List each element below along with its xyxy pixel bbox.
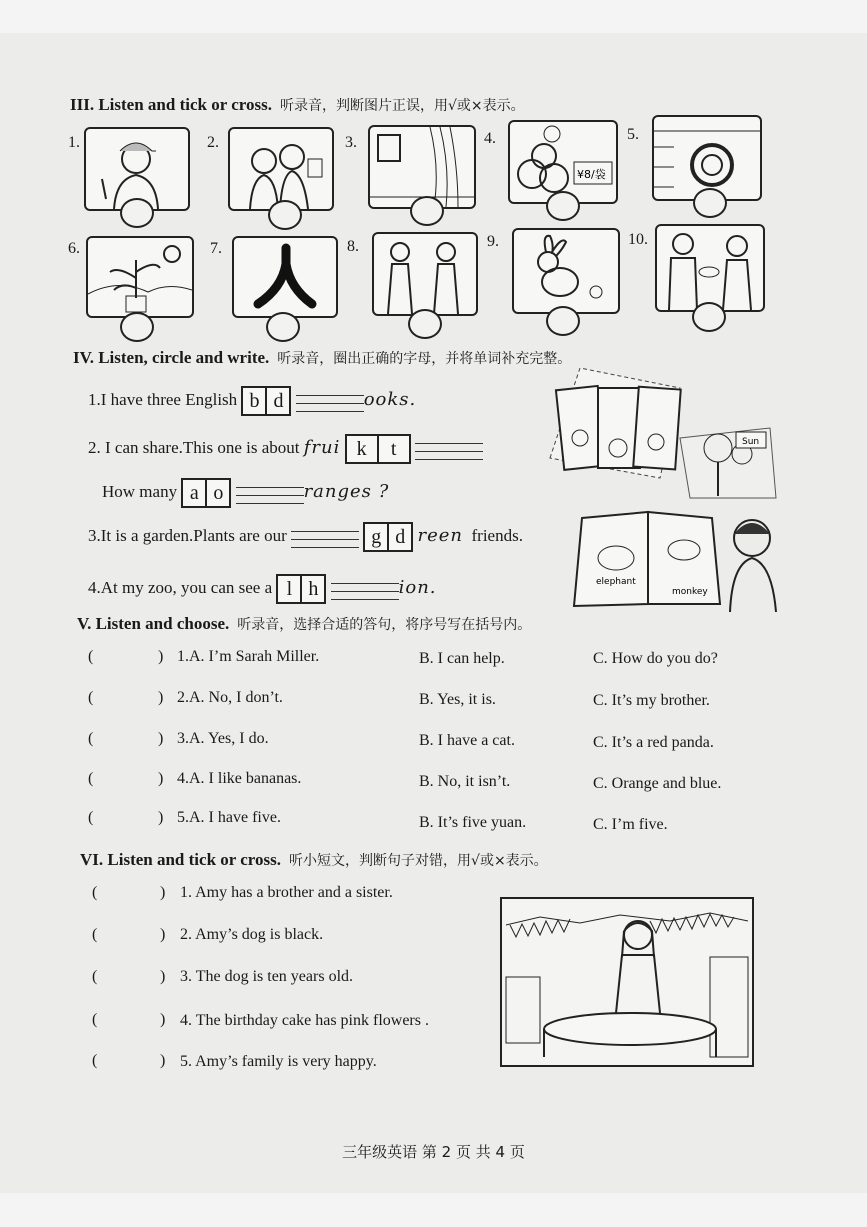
option-a: 1.A. I’m Sarah Miller. [177, 648, 320, 665]
option-b: B. I have a cat. [419, 732, 515, 749]
picture-character-ren [232, 236, 338, 318]
item-number: 10. [628, 231, 648, 248]
option-a: 5.A. I have five. [177, 809, 281, 826]
statement: 1. Amy has a brother and a sister. [180, 884, 393, 901]
picture-two-children [228, 127, 334, 211]
write-lines[interactable] [331, 577, 399, 601]
book-label-monkey: monkey [672, 587, 708, 597]
picture-plant-sun [86, 236, 194, 318]
letter-option[interactable]: b [241, 386, 267, 416]
item-number: 2. [207, 134, 219, 151]
page-footer: 三年级英语 第 2 页 共 4 页 [342, 1143, 525, 1161]
picture-man-girl [655, 224, 765, 312]
item-number: 3. [345, 134, 357, 151]
statement: 2. Amy’s dog is black. [180, 926, 324, 943]
statement: 4. The birthday cake has pink flowers . [180, 1012, 429, 1029]
book-label-elephant: elephant [596, 577, 636, 587]
option-a: 3.A. Yes, I do. [177, 730, 269, 747]
answer-circle[interactable] [120, 312, 154, 342]
answer-circle[interactable] [692, 302, 726, 332]
option-a: 2.A. No, I don’t. [177, 689, 283, 706]
answer-circle[interactable] [546, 191, 580, 221]
option-b: B. Yes, it is. [419, 691, 496, 708]
fruit-cards-garden-illustration [540, 368, 780, 508]
item-number: 4. [484, 130, 496, 147]
option-b: B. No, it isn’t. [419, 773, 511, 790]
write-lines[interactable] [236, 481, 304, 505]
statement: 5. Amy’s family is very happy. [180, 1053, 377, 1070]
option-c: C. I’m five. [593, 816, 668, 833]
item-number: 8. [347, 238, 359, 255]
option-c: C. It’s a red panda. [593, 734, 714, 751]
book-girl-illustration [572, 508, 788, 612]
sun-label: Sun [742, 437, 760, 447]
price-tag: ¥8/袋 [577, 168, 606, 181]
letter-option[interactable]: h [300, 574, 326, 604]
section-6-title: VI. Listen and tick or cross. 听小短文，判断句子对错，用√或×表示。 [80, 850, 548, 869]
letter-option[interactable]: d [387, 522, 413, 552]
letter-option[interactable]: k [345, 434, 379, 464]
letter-option[interactable]: l [276, 574, 302, 604]
section-5-title: V. Listen and choose. 听录音，选择合适的答句，将序号写在括号内。 [77, 614, 532, 633]
item-number: 6. [68, 240, 80, 257]
option-a: 4.A. I like bananas. [177, 770, 302, 787]
option-c: C. How do you do? [593, 650, 718, 667]
item-number: 9. [487, 233, 499, 250]
item-number: 5. [627, 126, 639, 143]
option-b: B. I can help. [419, 650, 505, 667]
letter-option[interactable]: o [205, 478, 231, 508]
letter-option[interactable]: g [363, 522, 389, 552]
answer-circle[interactable] [266, 312, 300, 342]
answer-circle[interactable] [408, 309, 442, 339]
letter-option[interactable]: a [181, 478, 207, 508]
sec4-q4: 4.At my zoo, you can see a l h ion. [88, 574, 437, 604]
answer-circle[interactable] [546, 306, 580, 336]
letter-option[interactable]: d [265, 386, 291, 416]
picture-two-boys [372, 232, 478, 316]
sec4-q2b: How many a o ranges ? [102, 478, 389, 508]
option-c: C. It’s my brother. [593, 692, 710, 709]
picture-rabbit [512, 228, 620, 314]
letter-option[interactable]: t [377, 434, 411, 464]
option-c: C. Orange and blue. [593, 775, 722, 792]
write-lines[interactable] [291, 525, 359, 549]
answer-circle[interactable] [693, 188, 727, 218]
section-4-title: IV. Listen, circle and write. 听录音，圈出正确的字母，并将单词补充完整。 [73, 348, 572, 367]
answer-circle[interactable] [410, 196, 444, 226]
birthday-party-picture [500, 897, 754, 1067]
sec4-q2: 2. I can share.This one is about frui k t [88, 434, 483, 464]
write-lines[interactable] [415, 437, 483, 461]
item-number: 7. [210, 240, 222, 257]
statement: 3. The dog is ten years old. [180, 968, 354, 985]
section-3-title: III. Listen and tick or cross. 听录音，判断图片正误，用√或×表示。 [70, 95, 525, 114]
answer-circle[interactable] [120, 198, 154, 228]
answer-circle[interactable] [268, 200, 302, 230]
write-lines[interactable] [296, 389, 364, 413]
option-b: B. It’s five yuan. [419, 814, 527, 831]
item-number: 1. [68, 134, 80, 151]
sec4-q3: 3.It is a garden.Plants are our g d reen friends. [88, 522, 523, 552]
sec4-q1: 1.I have three English b d ooks. [88, 386, 416, 416]
